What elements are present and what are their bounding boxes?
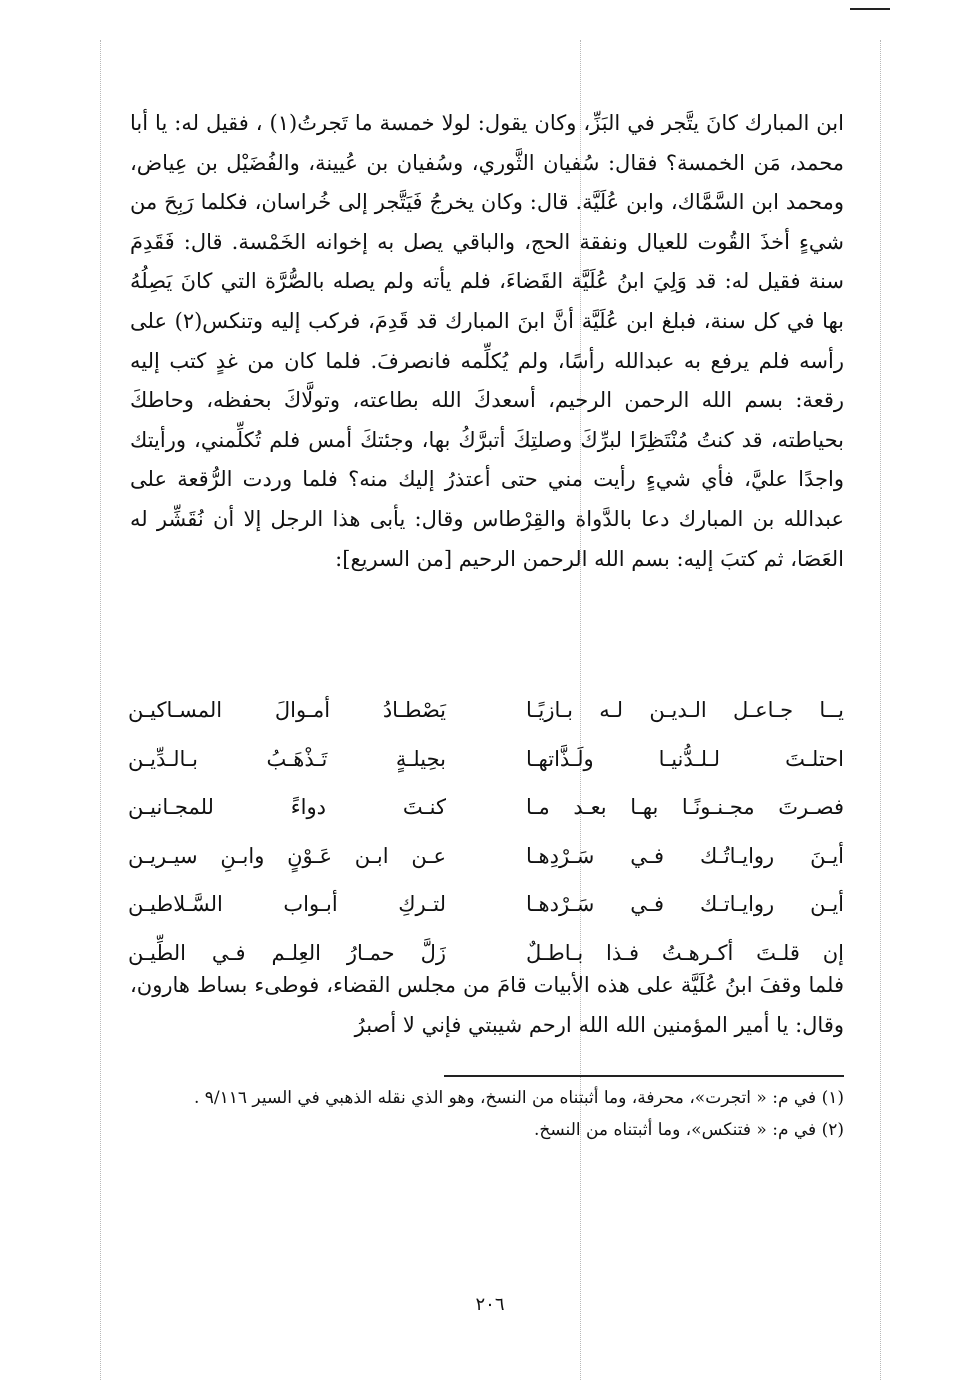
verse-second-hemistich: بحِيلـةٍ تَـذْهَـبُ بـالـدِّيـن <box>128 746 446 771</box>
poem-verse <box>128 735 844 784</box>
verse-first-hemistich: أيـنَ روايـاتُـك فـي سَـرْدِهـا <box>526 843 844 868</box>
poem-verse <box>128 880 844 929</box>
page-number: ٢٠٦ <box>475 1294 505 1315</box>
verse-first-hemistich: فصـرتَ مجـنـونًـا بهـا بعـد مـا <box>526 795 844 820</box>
verse-second-hemistich: يَصْطـادُ أمـوالَ المسـاكيـن <box>128 698 446 723</box>
corner-rule <box>850 8 890 10</box>
footnote: (٢) في م: « فتنكس»، وما أثبتناه من النسخ. <box>534 1120 844 1140</box>
verse-second-hemistich: زَلَّ حمـارُ العِلـم فـي الطِّيـن <box>128 940 446 965</box>
body-paragraph: ابن المبارك كانَ يتَّجر في البَزِّ، وكان يقول: لولا خمسة ما تَجرتُ(١) ، فقيل له: يا أبا محمد، مَن الخمسة؟ فقال: سُفيان الثَّوري، وسُفيان بن عُيينة، والفُضَيْل بن عِياض، ومحمد ابن السَّمَّاك، وابن عُلَيَّة. قال: وكان يخرجُ فَيَتَّجر إلى خُراسان، فكلما رَبِحَ من شيءٍ أخذَ القُوت للعيال ونفقة الحج، والباقي يصل به إخوانه الخَمْسة. قال: فَقَدِمَ سنة فقيل له: قد وَلِيَ ابنُ عُلَيَّة القَضاءَ، فلم يأته ولم يصله بالصُّرَّة التي كانَ يَصِلُهُ بها في كل سنة، فبلغ ابن عُلَيَّة أنَّ ابنَ المبارك قد قَدِمَ، فركب إليه وتنكس(٢) على رأسه فلم يرفع به عبدالله رأسًا، ولم يُكلِّمه فانصرفَ. فلما كان من غدٍ كتب إليه رقعة: بسم الله الرحمن الرحيم، أسعدكَ الله بطاعته، وتولَّاكَ بحفظه، وحاطكَ بحياطته، قد كنتُ مُنْتَظِرًا لبرِّكَ وصلتِكَ أتبرَّكُ بها، وجئتكَ أمس فلم تُكلِّمني، ورأيتك واجدًا عليَّ، فأي شيءٍ رأيت مني حتى أعتذرُ إليك منه؟ فلما وردت الرُّقعة على عبدالله بن المبارك دعا بالدَّواة والقِرْطاس وقال: يأبى هذا الرجل إلا أن نُقَشِّر له العَصَا، ثم كتبَ إليه: بسم الله الرحمن الرحيم [من السريع]: <box>130 111 844 571</box>
verse-second-hemistich: كنـتَ دواءً للمجـانيـن <box>128 795 446 820</box>
poem-verse <box>128 832 844 881</box>
footnotes <box>130 1082 844 1146</box>
verse-first-hemistich: احتلـتَ لـلـدُّنيـا ولَـذَّاتهـا <box>526 746 844 771</box>
verse-second-hemistich: لتـركِ أبـواب السَّـلاطيـن <box>128 892 446 917</box>
poem <box>128 686 844 977</box>
closing-paragraph: فلما وقفَ ابنُ عُلَيَّة على هذه الأبيات قامَ من مجلس القضاء، فوطىء بساط هارون، وقال: يا أمير المؤمنين الله الله ارحم شيبتي فإني لا أصبرُ <box>130 973 844 1037</box>
poem-verse <box>128 783 844 832</box>
verse-first-hemistich: يــا جـاعـل الـديـن لـه بـازيًـا <box>526 698 844 723</box>
poem-verse <box>128 686 844 735</box>
verse-first-hemistich: إن قلـتَ أكـرهـتُ فـذا بـاطـلٌ <box>526 940 844 965</box>
footnote-separator <box>444 1075 844 1077</box>
footnote: (١) في م: « اتجرت»، محرفة، وما أثبتناه من النسخ، وهو الذي نقله الذهبي في السير ٩/١١٦ . <box>193 1088 844 1108</box>
scan-dotted-line <box>100 40 101 1380</box>
verse-first-hemistich: أيـن روايـاتـك فـي سَـرْدهـا <box>526 892 844 917</box>
verse-second-hemistich: عـن ابـن عَـوْنٍ وابـنِ سيـريـن <box>128 843 446 868</box>
scan-dotted-line <box>880 40 881 1380</box>
